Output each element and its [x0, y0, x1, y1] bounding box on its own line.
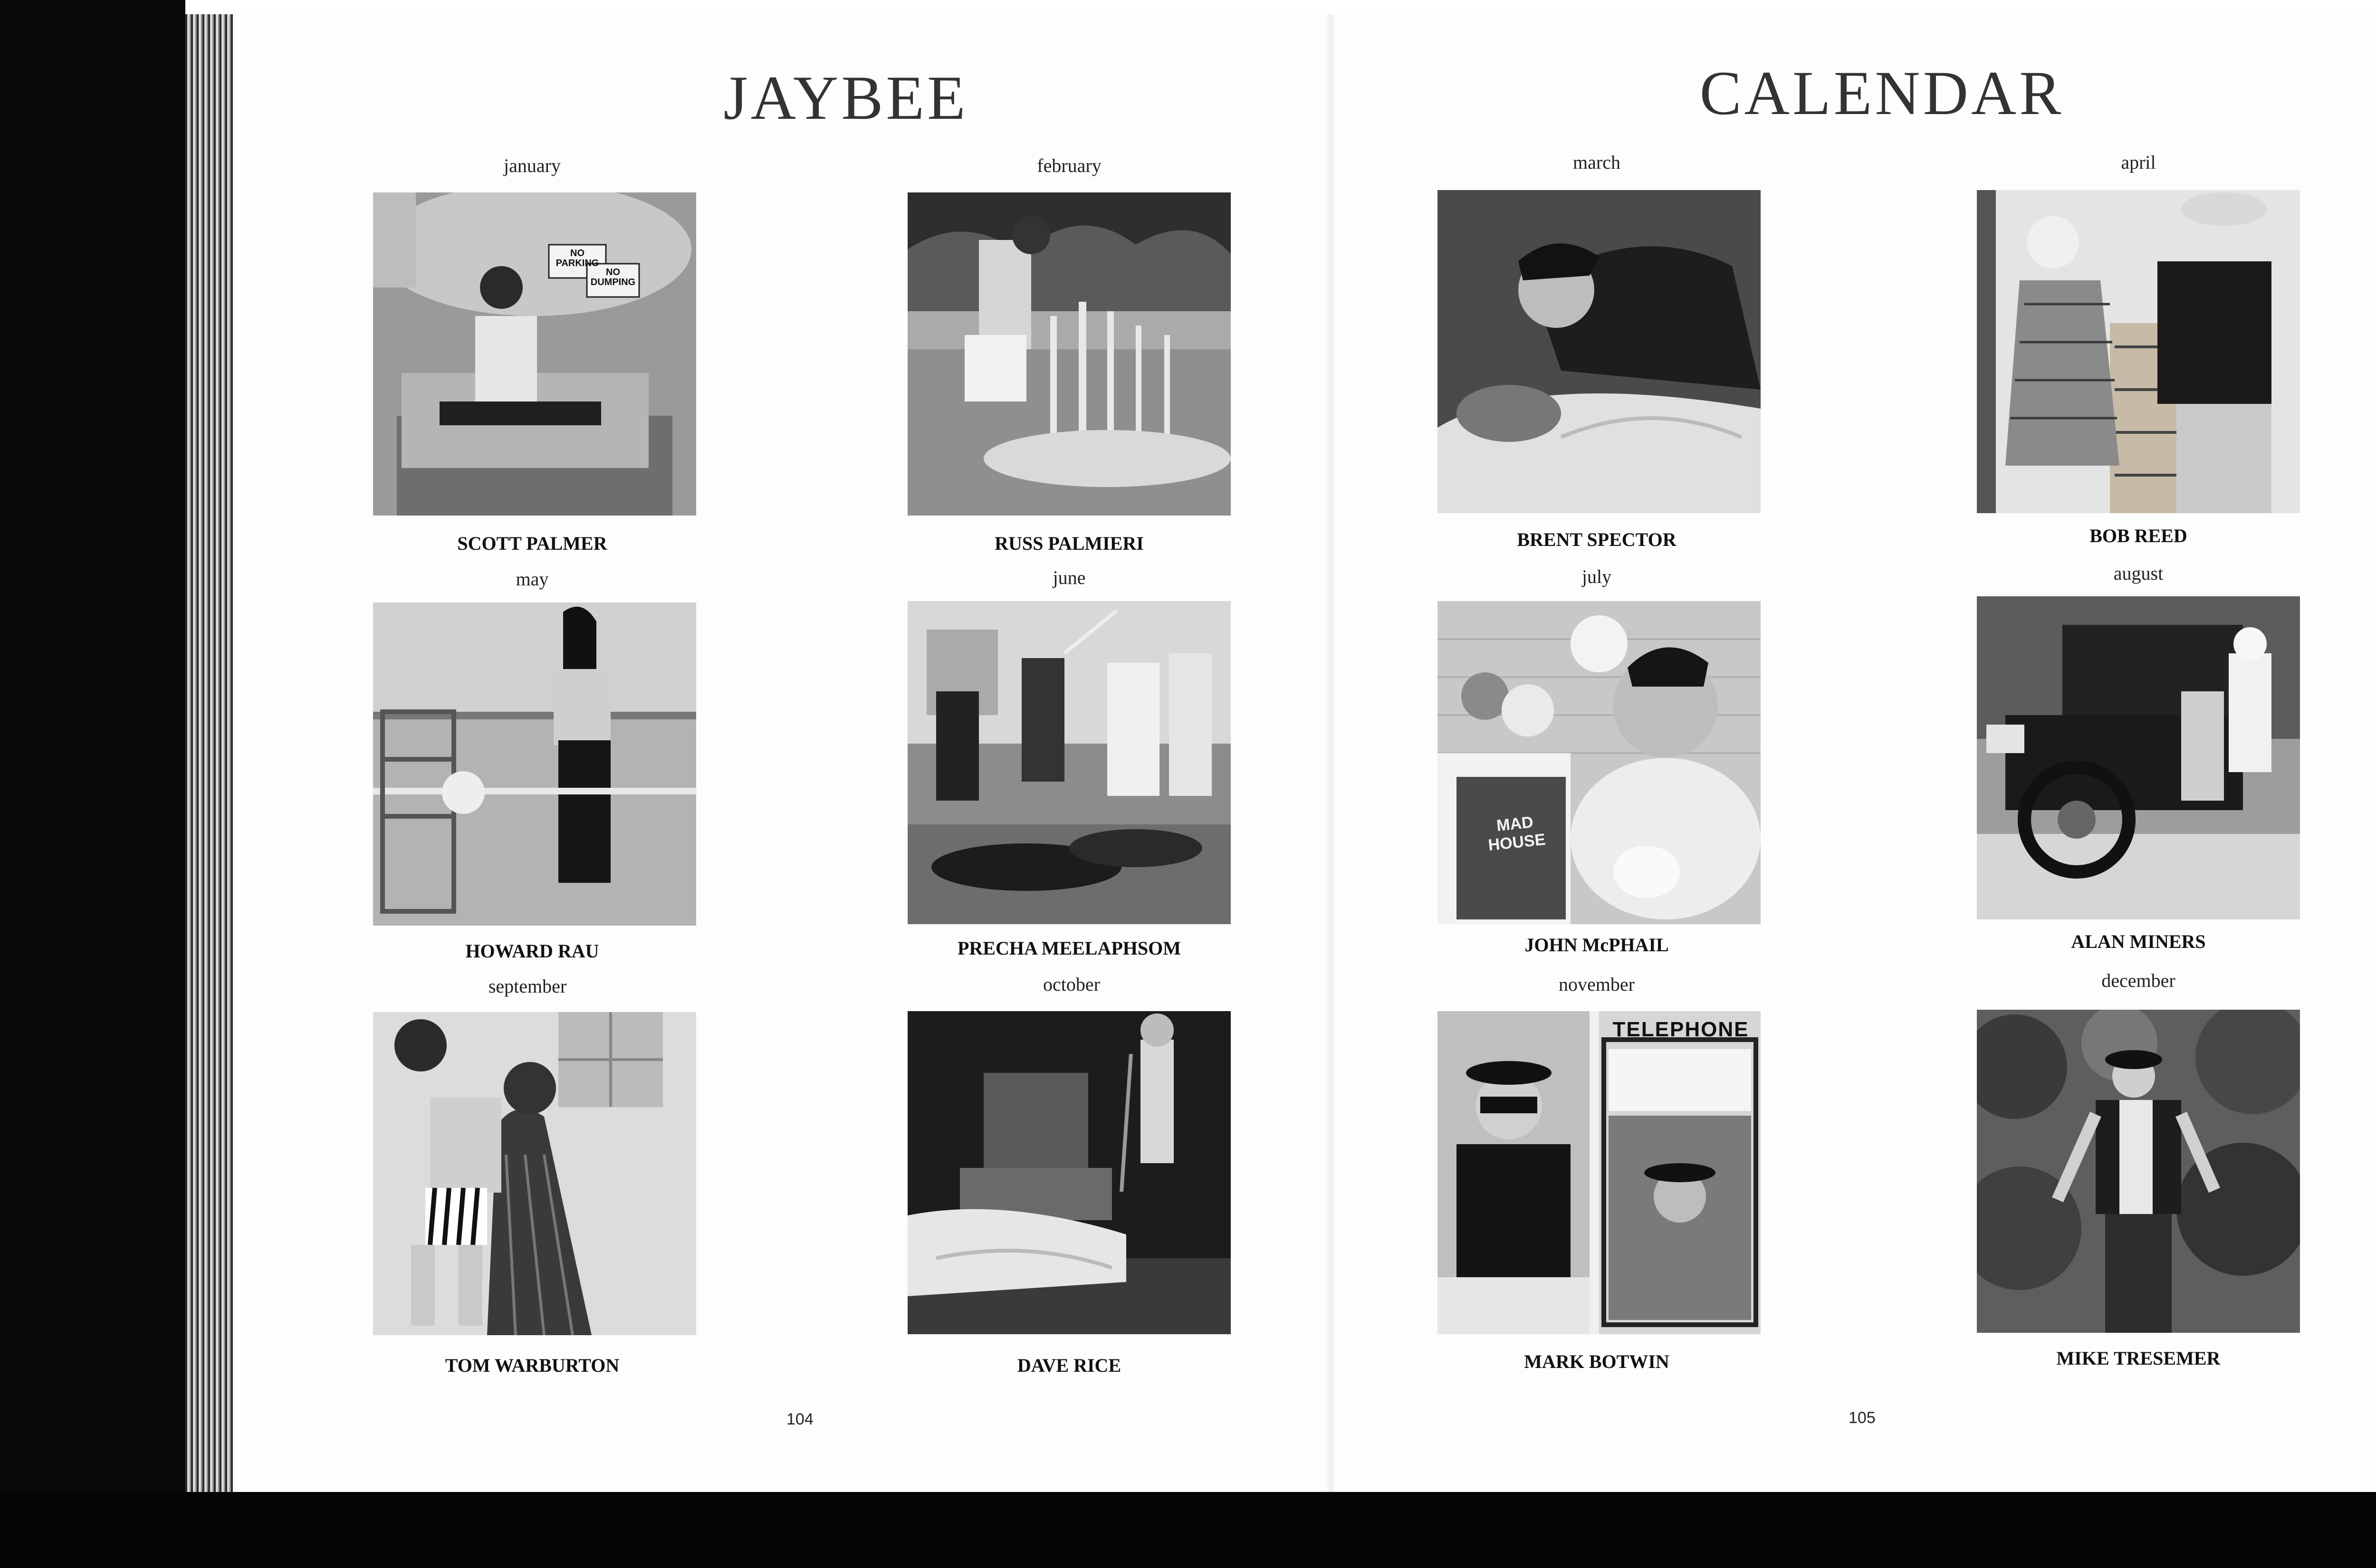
photo-january [373, 192, 696, 516]
no-dumping-sign-text: NO DUMPING [590, 267, 636, 287]
month-label-august: august [2113, 563, 2164, 584]
student-name-november: MARK BOTWIN [1524, 1351, 1669, 1372]
book-gutter [1326, 14, 1335, 1492]
student-name-january: SCOTT PALMER [457, 533, 607, 554]
student-name-august: ALAN MINERS [2071, 931, 2206, 952]
photo-february [908, 192, 1231, 516]
month-label-june: june [1053, 567, 1086, 588]
spread-title-left: JAYBEE [723, 63, 968, 133]
student-name-october: DAVE RICE [1017, 1355, 1121, 1376]
book-page-edges [185, 14, 233, 1501]
photo-march [1437, 190, 1761, 513]
photo-september [373, 1012, 696, 1335]
month-label-december: december [2101, 970, 2175, 991]
month-label-october: october [1043, 974, 1100, 995]
student-name-december: MIKE TRESEMER [2056, 1348, 2221, 1369]
month-label-january: january [504, 155, 561, 176]
student-name-may: HOWARD RAU [465, 940, 599, 962]
photo-may [373, 602, 696, 926]
photo-december [1977, 1010, 2300, 1333]
month-label-november: november [1559, 974, 1635, 995]
month-label-july: july [1581, 566, 1612, 587]
photo-november [1437, 1011, 1761, 1334]
student-name-march: BRENT SPECTOR [1517, 529, 1677, 550]
telephone-booth-sign: TELEPHONE [1612, 1018, 1749, 1041]
page-number-left: 104 [786, 1410, 814, 1428]
spread-title-right: CALENDAR [1699, 58, 2064, 128]
student-name-september: TOM WARBURTON [445, 1355, 620, 1376]
scan-dark-border-bottom [0, 1492, 2376, 1568]
student-name-july: JOHN McPHAIL [1524, 934, 1669, 956]
no-parking-sign-text: NO PARKING [556, 248, 599, 268]
month-label-march: march [1573, 152, 1620, 173]
month-label-april: april [2121, 152, 2156, 173]
photo-june [908, 601, 1231, 924]
month-label-february: february [1037, 155, 1102, 176]
student-name-april: BOB REED [2089, 525, 2187, 546]
photo-october [908, 1011, 1231, 1334]
month-label-september: september [488, 975, 567, 997]
page-number-right: 105 [1849, 1409, 1876, 1427]
student-name-february: RUSS PALMIERI [995, 533, 1144, 554]
photo-august [1977, 596, 2300, 919]
scan-top-margin [0, 0, 2376, 14]
student-name-june: PRECHA MEELAPHSOM [957, 937, 1181, 959]
month-label-may: may [516, 568, 549, 590]
scan-dark-border-left [0, 0, 185, 1568]
mad-house-comic-title: MAD HOUSE [1487, 813, 1547, 855]
photo-july [1437, 601, 1761, 924]
photo-april [1977, 190, 2300, 513]
